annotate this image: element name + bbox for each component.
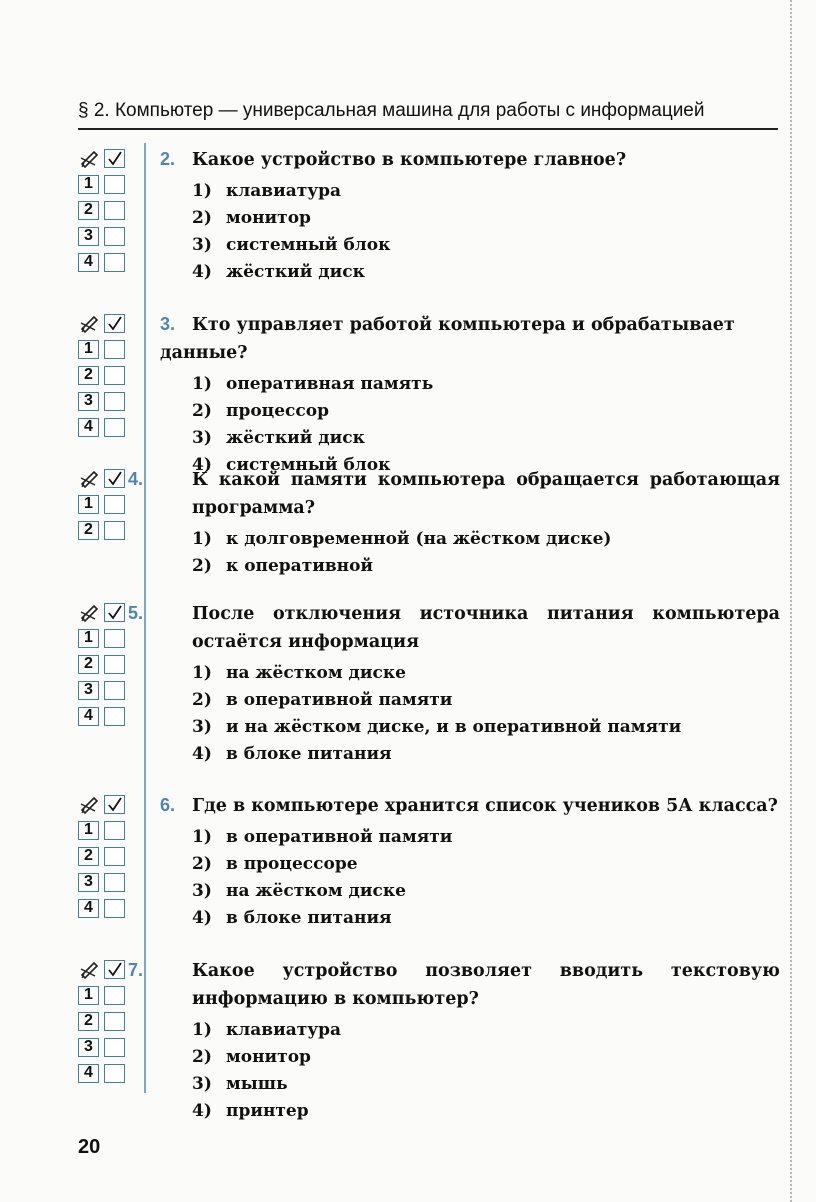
answer-option — [192, 1017, 780, 1044]
answer-option — [192, 714, 780, 741]
question-text: К какой памяти компьютера обращается работающая программа? — [192, 470, 780, 518]
question-number: 4. — [128, 469, 144, 489]
answer-option — [192, 1098, 780, 1125]
option-number: 3) — [192, 1074, 212, 1094]
answer-option — [192, 851, 780, 878]
option-number: 3) — [192, 881, 212, 901]
answer-number-box: 4 — [78, 899, 99, 918]
question-title — [160, 791, 780, 820]
option-list — [160, 371, 780, 479]
option-number: 1) — [192, 374, 212, 394]
header-rule — [78, 128, 778, 130]
page-edge — [790, 0, 792, 1202]
question-text: Где в компьютере хранится список учеников 5А класса? — [192, 796, 778, 816]
answer-box-row — [78, 198, 134, 224]
option-list — [160, 660, 780, 768]
pencil-icon — [79, 958, 101, 980]
option-text: процессор — [226, 401, 329, 421]
answer-checkbox[interactable] — [104, 366, 125, 385]
answer-checkbox[interactable] — [104, 986, 125, 1005]
question-title — [128, 956, 780, 1013]
answer-box-row — [78, 844, 134, 870]
answer-boxes — [78, 311, 134, 441]
answer-option — [192, 425, 780, 452]
option-number: 4) — [192, 455, 212, 475]
answer-header-row — [78, 957, 134, 983]
answer-number-box: 1 — [78, 340, 99, 359]
option-number: 1) — [192, 181, 212, 201]
check-box[interactable] — [104, 603, 125, 622]
answer-checkbox[interactable] — [104, 707, 125, 726]
option-number: 2) — [192, 854, 212, 874]
option-list — [160, 178, 780, 286]
option-number: 4) — [192, 744, 212, 764]
option-list — [160, 526, 780, 580]
option-text: системный блок — [226, 235, 391, 255]
question-text: Кто управляет работой компьютера и обрабатывает данные? — [160, 315, 735, 363]
answer-checkbox[interactable] — [104, 495, 125, 514]
answer-checkbox[interactable] — [104, 899, 125, 918]
answer-checkbox[interactable] — [104, 418, 125, 437]
option-number: 3) — [192, 717, 212, 737]
answer-header-row — [78, 792, 134, 818]
answer-box-row — [78, 626, 134, 652]
answer-option — [192, 1044, 780, 1071]
check-icon — [106, 604, 124, 621]
answer-number-box: 1 — [78, 495, 99, 514]
answer-number-box: 4 — [78, 418, 99, 437]
answer-number-box: 2 — [78, 201, 99, 220]
option-text: и на жёстком диске, и в оперативной памяти — [226, 717, 682, 737]
option-text: в процессоре — [226, 854, 358, 874]
answer-box-row — [78, 337, 134, 363]
answer-number-box: 2 — [78, 521, 99, 540]
question-block — [160, 310, 780, 479]
check-icon — [106, 961, 124, 978]
answer-number-box: 4 — [78, 707, 99, 726]
answer-option — [192, 660, 780, 687]
pencil-icon — [79, 147, 101, 169]
answer-option — [192, 371, 780, 398]
option-text: на жёстком диске — [226, 663, 406, 683]
question-number: 6. — [160, 795, 176, 815]
question-block — [128, 599, 780, 768]
answer-option — [192, 232, 780, 259]
answer-number-box: 4 — [78, 253, 99, 272]
answer-box-row — [78, 415, 134, 441]
answer-box-row — [78, 1061, 134, 1087]
answer-option — [192, 741, 780, 768]
option-number: 2) — [192, 690, 212, 710]
answer-boxes — [78, 957, 134, 1087]
question-block — [128, 465, 780, 580]
option-text: к оперативной — [226, 556, 374, 576]
answer-box-row — [78, 492, 134, 518]
check-icon — [106, 470, 124, 487]
option-number: 3) — [192, 428, 212, 448]
pencil-icon — [79, 601, 101, 623]
question-block — [128, 956, 780, 1125]
option-number: 1) — [192, 529, 212, 549]
answer-box-row — [78, 652, 134, 678]
option-text: монитор — [226, 208, 311, 228]
pencil-icon — [79, 793, 101, 815]
answer-checkbox[interactable] — [104, 175, 125, 194]
answer-option — [192, 259, 780, 286]
answer-checkbox[interactable] — [104, 821, 125, 840]
option-text: в блоке питания — [226, 744, 392, 764]
question-title — [160, 145, 780, 174]
answer-number-box: 1 — [78, 175, 99, 194]
answer-boxes — [78, 792, 134, 922]
answer-checkbox[interactable] — [104, 681, 125, 700]
question-title — [128, 599, 780, 656]
answer-box-row — [78, 678, 134, 704]
option-number: 4) — [192, 908, 212, 928]
option-number: 2) — [192, 208, 212, 228]
answer-option — [192, 824, 780, 851]
answer-number-box: 3 — [78, 1038, 99, 1057]
check-box[interactable] — [104, 795, 125, 814]
check-icon — [106, 315, 124, 332]
answer-number-box: 4 — [78, 1064, 99, 1083]
question-number: 3. — [160, 314, 176, 334]
answer-checkbox[interactable] — [104, 655, 125, 674]
answer-number-box: 3 — [78, 227, 99, 246]
question-block — [160, 145, 780, 286]
answer-option — [192, 878, 780, 905]
answer-box-row — [78, 983, 134, 1009]
answer-checkbox[interactable] — [104, 392, 125, 411]
option-text: клавиатура — [226, 181, 342, 201]
option-text: в блоке питания — [226, 908, 392, 928]
option-text: в оперативной памяти — [226, 690, 453, 710]
answer-checkbox[interactable] — [104, 1038, 125, 1057]
answer-checkbox[interactable] — [104, 629, 125, 648]
answer-option — [192, 205, 780, 232]
answer-option — [192, 178, 780, 205]
option-text: мышь — [226, 1074, 288, 1094]
answer-number-box: 1 — [78, 629, 99, 648]
option-number: 4) — [192, 1101, 212, 1121]
option-text: на жёстком диске — [226, 881, 406, 901]
answer-box-row — [78, 1035, 134, 1061]
option-text: жёсткий диск — [226, 262, 365, 282]
answer-box-row — [78, 704, 134, 730]
option-list — [160, 824, 780, 932]
answer-header-row — [78, 146, 134, 172]
answer-number-box: 1 — [78, 821, 99, 840]
answer-checkbox[interactable] — [104, 1012, 125, 1031]
question-number: 7. — [128, 960, 144, 980]
answer-box-row — [78, 250, 134, 276]
answer-option — [192, 1071, 780, 1098]
section-header: § 2. Компьютер — универсальная машина для работы с информацией — [78, 100, 705, 121]
check-icon — [106, 150, 124, 167]
option-text: клавиатура — [226, 1020, 342, 1040]
check-box[interactable] — [104, 960, 125, 979]
answer-number-box: 3 — [78, 681, 99, 700]
answer-box-row — [78, 224, 134, 250]
question-number: 2. — [160, 149, 176, 169]
answer-number-box: 2 — [78, 1012, 99, 1031]
question-block — [160, 791, 780, 932]
answer-option — [192, 398, 780, 425]
answer-header-row — [78, 311, 134, 337]
answer-number-box: 3 — [78, 873, 99, 892]
option-list — [160, 1017, 780, 1125]
answer-option — [192, 526, 780, 553]
answer-boxes — [78, 600, 134, 730]
answer-number-box: 3 — [78, 392, 99, 411]
check-icon — [106, 796, 124, 813]
question-text: После отключения источника питания компьютера остаётся информация — [192, 604, 780, 652]
answer-box-row — [78, 818, 134, 844]
answer-checkbox[interactable] — [104, 521, 125, 540]
answer-box-row — [78, 870, 134, 896]
answer-option — [192, 905, 780, 932]
option-number: 1) — [192, 663, 212, 683]
answer-boxes — [78, 466, 134, 544]
answer-box-row — [78, 1009, 134, 1035]
check-box[interactable] — [104, 149, 125, 168]
answer-option — [192, 687, 780, 714]
answer-boxes — [78, 146, 134, 276]
option-text: оперативная память — [226, 374, 434, 394]
answer-checkbox[interactable] — [104, 340, 125, 359]
option-number: 3) — [192, 235, 212, 255]
option-text: системный блок — [226, 455, 391, 475]
question-text: Какое устройство в компьютере главное? — [192, 150, 627, 170]
option-number: 1) — [192, 827, 212, 847]
answer-option — [192, 553, 780, 580]
answer-number-box: 1 — [78, 986, 99, 1005]
answer-number-box: 2 — [78, 847, 99, 866]
option-text: к долговременной (на жёстком диске) — [226, 529, 612, 549]
answer-checkbox[interactable] — [104, 1064, 125, 1083]
option-number: 1) — [192, 1020, 212, 1040]
check-box[interactable] — [104, 314, 125, 333]
pencil-icon — [79, 467, 101, 489]
answer-number-box: 2 — [78, 366, 99, 385]
option-text: монитор — [226, 1047, 311, 1067]
answer-box-row — [78, 518, 134, 544]
question-title — [128, 465, 780, 522]
page-number: 20 — [78, 1136, 101, 1158]
question-text: Какое устройство позволяет вводить текстовую информацию в компьютер? — [192, 961, 780, 1009]
option-number: 2) — [192, 1047, 212, 1067]
answer-checkbox[interactable] — [104, 847, 125, 866]
option-text: в оперативной памяти — [226, 827, 453, 847]
option-number: 2) — [192, 401, 212, 421]
answer-checkbox[interactable] — [104, 253, 125, 272]
answer-box-row — [78, 363, 134, 389]
answer-header-row — [78, 600, 134, 626]
question-title — [160, 310, 780, 367]
option-number: 4) — [192, 262, 212, 282]
answer-checkbox[interactable] — [104, 873, 125, 892]
answer-checkbox[interactable] — [104, 201, 125, 220]
answer-column-divider — [144, 143, 146, 1093]
question-number: 5. — [128, 603, 144, 623]
answer-checkbox[interactable] — [104, 227, 125, 246]
option-number: 2) — [192, 556, 212, 576]
pencil-icon — [79, 312, 101, 334]
answer-box-row — [78, 896, 134, 922]
option-text: жёсткий диск — [226, 428, 365, 448]
answer-number-box: 2 — [78, 655, 99, 674]
answer-header-row — [78, 466, 134, 492]
option-text: принтер — [226, 1101, 309, 1121]
check-box[interactable] — [104, 469, 125, 488]
answer-box-row — [78, 172, 134, 198]
answer-box-row — [78, 389, 134, 415]
